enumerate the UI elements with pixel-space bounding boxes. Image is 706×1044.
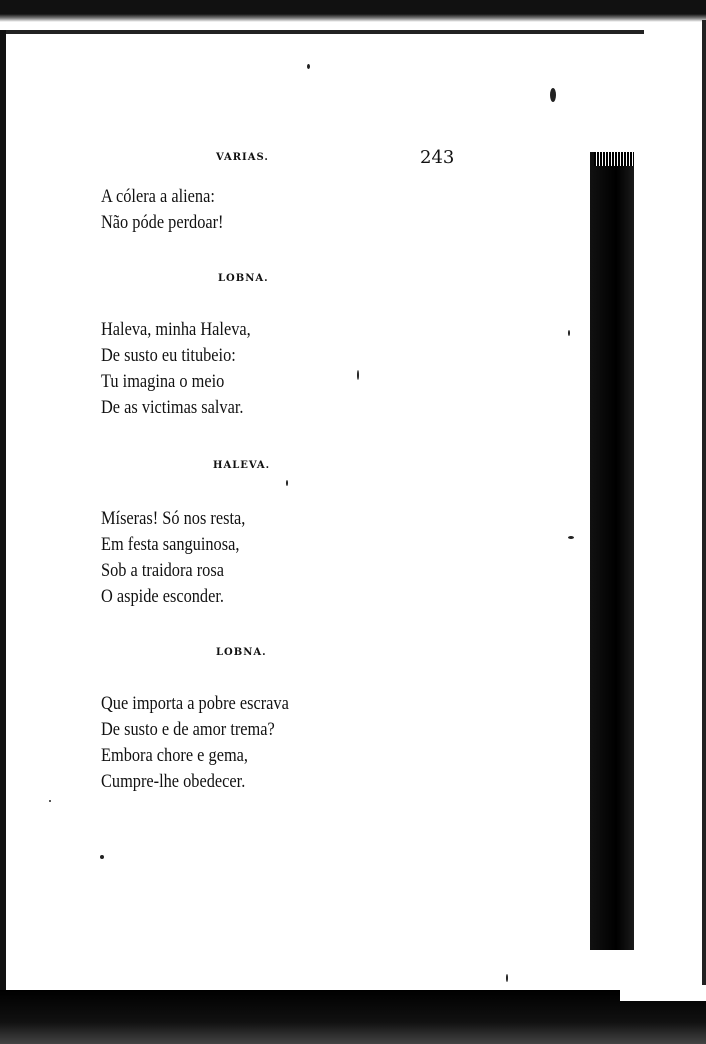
ink-speck bbox=[357, 370, 359, 380]
verse-line: A cólera a aliena: bbox=[101, 186, 215, 207]
verse-line: De susto e de amor trema? bbox=[101, 719, 275, 740]
scan-bottom-notch bbox=[620, 985, 706, 1001]
speaker-name: HALEVA. bbox=[213, 460, 271, 471]
ink-speck bbox=[506, 974, 508, 982]
ink-speck bbox=[49, 800, 51, 802]
stanza bbox=[101, 317, 251, 421]
page-number: 243 bbox=[420, 147, 455, 168]
verse-line: Tu imagina o meio bbox=[101, 371, 225, 392]
verse-line: Que importa a pobre escrava bbox=[101, 693, 289, 714]
speaker-name: LOBNA. bbox=[218, 273, 269, 284]
ink-speck bbox=[550, 88, 556, 102]
verse-line: Em festa sanguinosa, bbox=[101, 534, 240, 555]
ink-speck bbox=[100, 855, 104, 859]
verse-line: Sob a traidora rosa bbox=[101, 560, 224, 581]
ink-speck bbox=[568, 330, 570, 336]
ink-speck bbox=[286, 480, 288, 486]
scan-left-edge bbox=[0, 30, 6, 990]
ink-speck bbox=[568, 536, 574, 539]
running-head: VARIAS. bbox=[216, 152, 269, 163]
ink-speck bbox=[307, 64, 310, 69]
scan-top-edge bbox=[0, 0, 706, 14]
stanza bbox=[101, 691, 289, 795]
verse-line: Cumpre-lhe obedecer. bbox=[101, 771, 246, 792]
verse-line: De susto eu titubeio: bbox=[101, 345, 236, 366]
stanza bbox=[101, 506, 245, 610]
stanza bbox=[101, 184, 223, 236]
scan-right-edge bbox=[702, 20, 706, 1000]
verse-line: Embora chore e gema, bbox=[101, 745, 248, 766]
verse-line: Não póde perdoar! bbox=[101, 212, 224, 233]
verse-line: Míseras! Só nos resta, bbox=[101, 508, 246, 529]
scan-bottom-edge bbox=[0, 990, 706, 1044]
scan-top-shadow bbox=[0, 14, 706, 22]
speaker-name: LOBNA. bbox=[216, 647, 267, 658]
verse-line: O aspide esconder. bbox=[101, 586, 224, 607]
verse-line: De as victimas salvar. bbox=[101, 397, 244, 418]
book-spine-shadow bbox=[590, 152, 634, 950]
book-spine-cap bbox=[594, 152, 634, 166]
scan-top-rule bbox=[4, 30, 644, 34]
verse-line: Haleva, minha Haleva, bbox=[101, 319, 251, 340]
